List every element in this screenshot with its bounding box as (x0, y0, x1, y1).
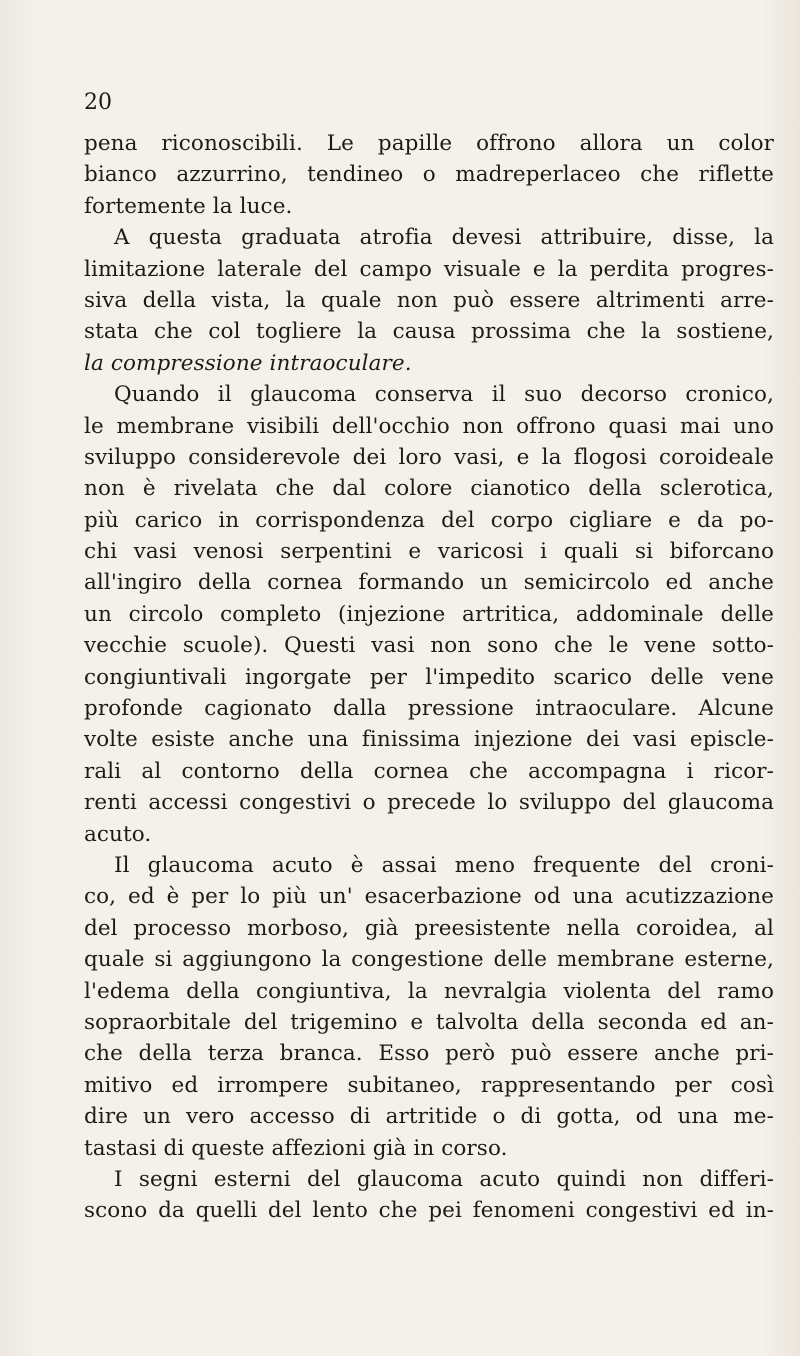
text-line: congiuntivali ingorgate per l'impedito scarico delle vene (84, 664, 774, 690)
text-line: A questa graduata atrofia devesi attribuire, disse, la (114, 225, 774, 251)
text-line: l'edema della congiuntiva, la nevralgia violenta del ramo (84, 978, 774, 1004)
text-line: fortemente la luce. (84, 193, 293, 219)
text-line: stata che col togliere la causa prossima che la sostiene, (84, 319, 774, 345)
text-line: scono da quelli del lento che pei fenomeni congestivi ed in- (84, 1198, 774, 1224)
text-line: vecchie scuole). Questi vasi non sono che le vene sotto- (84, 633, 774, 659)
text-line: siva della vista, la quale non può essere altrimenti arre- (84, 287, 774, 313)
text-line: la compressione intraoculare. (84, 350, 412, 376)
text-line: sviluppo considerevole dei loro vasi, e la flogosi coroideale (84, 444, 774, 470)
text-line: acuto. (84, 821, 152, 847)
text-line: rali al contorno della cornea che accompagna i ricor- (84, 758, 774, 784)
text-line: del processo morboso, già preesistente nella coroidea, al (84, 915, 774, 941)
text-line: volte esiste anche una finissima injezione dei vasi episcle- (84, 727, 774, 753)
text-line: tastasi di queste affezioni già in corso. (84, 1135, 508, 1161)
page-number: 20 (84, 90, 112, 115)
text-line: chi vasi venosi serpentini e varicosi i quali si biforcano (84, 539, 774, 565)
text-line: quale si aggiungono la congestione delle membrane esterne, (84, 947, 774, 973)
text-line: I segni esterni del glaucoma acuto quindi non differi- (114, 1166, 774, 1192)
text-line: bianco azzurrino, tendineo o madreperlaceo che riflette (84, 162, 774, 188)
text-line: all'ingiro della cornea formando un semicircolo ed anche (84, 570, 774, 596)
text-line: profonde cagionato dalla pressione intraoculare. Alcune (84, 696, 774, 722)
text-line: più carico in corrispondenza del corpo cigliare e da po- (84, 507, 774, 533)
text-line: un circolo completo (injezione artritica, addominale delle (84, 601, 774, 627)
text-line: le membrane visibili dell'occhio non offrono quasi mai uno (84, 413, 774, 439)
text-line: dire un vero accesso di artritide o di gotta, od una me- (84, 1104, 774, 1130)
text-line: pena riconoscibili. Le papille offrono allora un color (84, 131, 774, 156)
text-line: sopraorbitale del trigemino e talvolta della seconda ed an- (84, 1009, 774, 1035)
text-line: limitazione laterale del campo visuale e la perdita progres- (84, 256, 774, 282)
text-line: renti accessi congestivi o precede lo sviluppo del glaucoma (84, 790, 774, 816)
text-line: mitivo ed irrompere subitaneo, rappresentando per così (84, 1072, 774, 1098)
text-line: non è rivelata che dal colore cianotico della sclerotica, (84, 476, 774, 502)
text-line: Quando il glaucoma conserva il suo decorso cronico, (114, 382, 774, 408)
text-line: Il glaucoma acuto è assai meno frequente del croni- (114, 852, 774, 878)
text-line: co, ed è per lo più un' esacerbazione od una acutizzazione (84, 884, 774, 910)
text-line: che della terza branca. Esso però può essere anche pri- (84, 1041, 774, 1067)
body-text (84, 128, 774, 1227)
